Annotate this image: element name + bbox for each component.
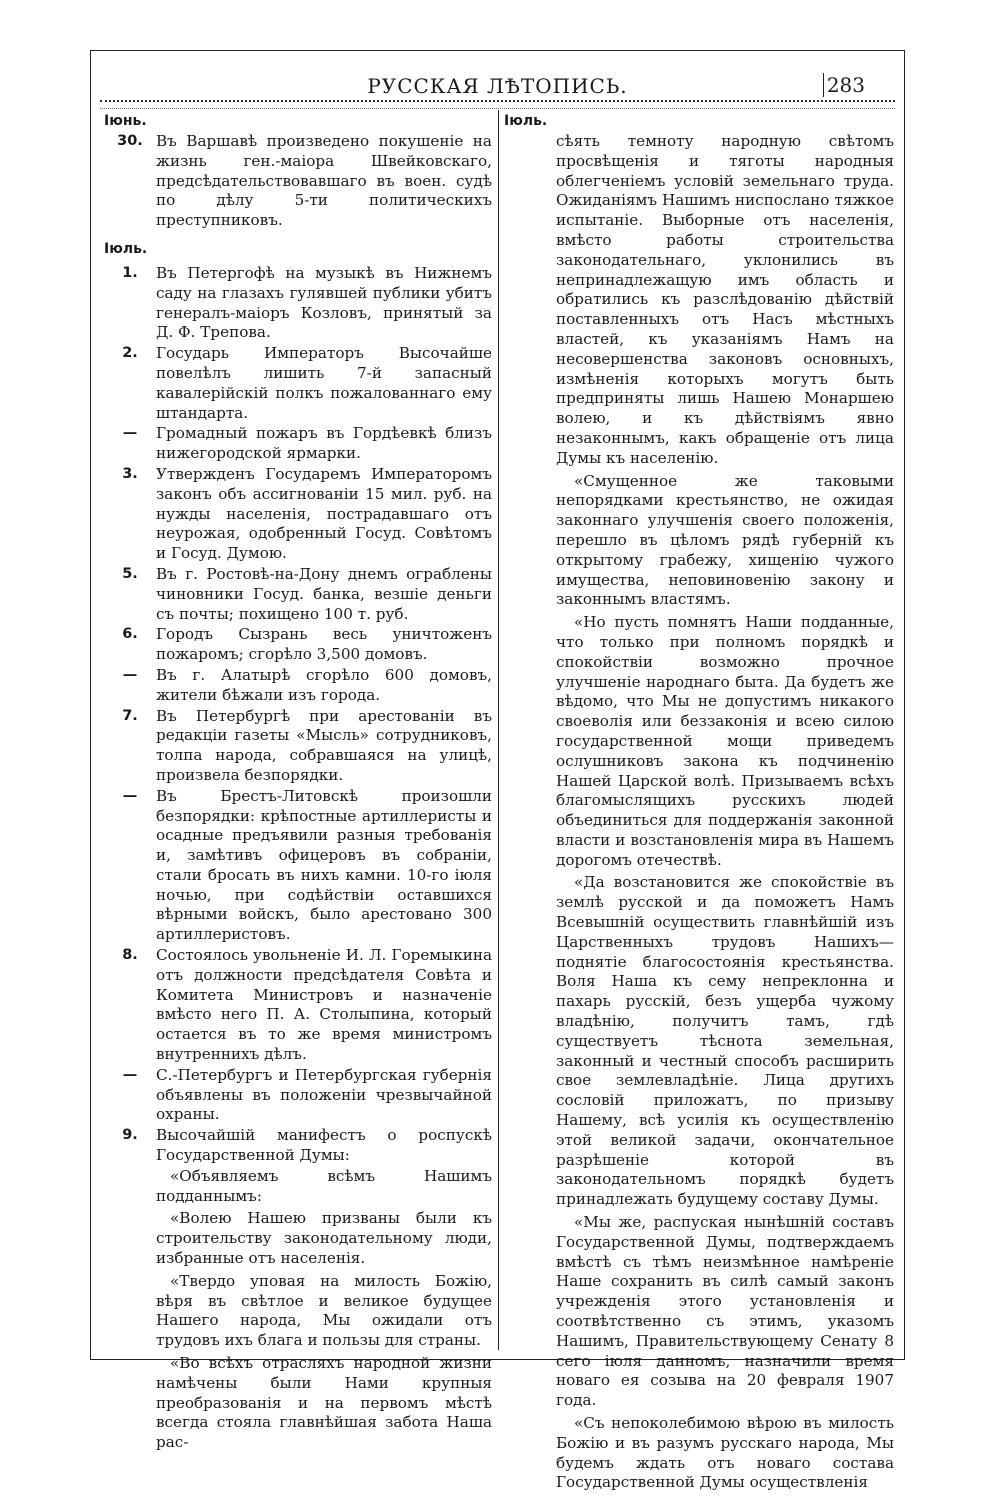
entry-day: — [122, 1066, 138, 1083]
chronicle-entry [104, 565, 492, 624]
chronicle-entry [104, 424, 492, 464]
manifesto-paragraph: «Но пусть помнятъ Наши подданные, что только при полномъ порядкѣ и спокойствіи возможно прочное улучшеніе народнаго быта. Да будетъ же вѣдомо, что Мы не допустимъ никакого своеволія или беззаконія и всею силою государственной мощи приведемъ ослушниковъ закона къ подчиненію Нашей Царской волѣ. Призываемъ всѣхъ благомыслящихъ русскихъ людей объединиться для поддержанія законной власти и возстановленія мира въ Нашемъ дорогомъ отечествѣ. [556, 613, 894, 869]
entry-text: С.-Петербургъ и Петербургская губернія объявлены въ положеніи чрезвычайной охраны. [156, 1065, 492, 1124]
entry-day: 30. [117, 133, 143, 149]
manifesto-text [156, 1167, 492, 1453]
entry-day: 9. [122, 1127, 138, 1144]
chronicle-entry [104, 787, 492, 945]
entry-day: 1. [122, 264, 138, 281]
manifesto-paragraph: «Твердо уповая на милость Божію, вѣря въ свѣтлое и великое будущее Нашего народа, Мы ожидали отъ трудовъ ихъ блага и пользы для страны. [156, 1271, 492, 1350]
month-label-june: Іюнь. [104, 113, 147, 129]
entry-day: 5. [122, 565, 138, 582]
continuation-paragraph: сѣять темноту народную свѣтомъ просвѣщенія и тяготы народныя облегченіемъ условій земельнаго труда. Ожиданіямъ Нашимъ ниспослано тяжкое испытаніе. Выборные отъ населенія, вмѣсто работы строительства законодательнаго, уклонились въ непринадлежащую имъ область и обратились къ разслѣдованію дѣйствій поставленныхъ отъ Насъ мѣстныхъ властей, къ указаніямъ Намъ на несовершенства законовъ основныхъ, измѣненія которыхъ могутъ быть предприняты лишь Нашею Монаршею волею, и къ дѣйствіямъ явно незаконнымъ, какъ обращеніе отъ лица Думы къ населенію. [556, 132, 894, 467]
entry-day: 8. [122, 947, 138, 964]
entry-text: Въ Брестъ-Литовскѣ произошли безпорядки: крѣпостные артиллеристы и осадные предъявили разныя требованія и, замѣтивъ офицеровъ въ собраніи, стали бросать въ нихъ камни. 10-го іюля ночью, при содѣйствіи оставшихся вѣрными войскъ, было арестовано 300 артиллеристовъ. [156, 786, 492, 944]
entry-text: Въ Петербургѣ при арестованіи въ редакціи газеты «Мысль» сотрудниковъ, толпа народа, собравшаяся на улицѣ, произвела безпорядки. [156, 706, 492, 784]
entry-day: 2. [122, 345, 138, 362]
entry-text: Городъ Сызрань весь уничтоженъ пожаромъ; сгорѣло 3,500 домовъ. [156, 625, 492, 664]
entry-day: 3. [122, 465, 138, 482]
manifesto-paragraph: «Мы же, распуская нынѣшній составъ Государственной Думы, подтверждаемъ вмѣстѣ съ тѣмъ неизмѣнное намѣреніе Наше сохранить въ силѣ самый законъ учрежденія этого установленія и соотвѣтственно съ этимъ, указомъ Нашимъ, Правительствующему Сенату 8 сего іюля данномъ, назначили время новаго ея созыва на 20 февраля 1907 года. [556, 1213, 894, 1410]
manifesto-paragraph: «Объявляемъ всѣмъ Нашимъ подданнымъ: [156, 1166, 492, 1205]
column-divider [498, 110, 499, 1350]
entry-day: 7. [122, 707, 138, 724]
chronicle-entry [104, 946, 492, 1065]
page-header [90, 68, 905, 102]
right-column [504, 112, 894, 1496]
july-entries [104, 264, 492, 1166]
entry-text: Въ г. Алатырѣ сгорѣло 600 домовъ, жители бѣжали изъ города. [156, 665, 492, 704]
entry-text: Государь Императоръ Высочайше повелѣлъ лишить 7-й запасный кавалерійскій полкъ пожалованнаго ему штандарта. [156, 344, 492, 422]
entry-day: — [122, 787, 138, 804]
entry-text: Въ Петергофѣ на музыкѣ въ Нижнемъ саду на глазахъ гулявшей публики убитъ генералъ-маіоръ Козловъ, принятый за Д. Ф. Трепова. [156, 263, 492, 342]
chronicle-entry [104, 625, 492, 665]
chronicle-entry [104, 1066, 492, 1125]
month-label-july: Іюль. [104, 240, 148, 257]
chronicle-entry [104, 264, 492, 343]
manifesto-paragraph: «Съ непоколебимою вѣрою въ милость Божію и въ разумъ русскаго народа, Мы будемъ ждать отъ новаго состава Государственной Думы осуществленія [556, 1414, 894, 1492]
page-number: 283 [823, 73, 865, 97]
manifesto-paragraph: «Да возстановится же спокойствіе въ землѣ русской и да поможетъ Намъ Всевышній осуществить главнѣйшій изъ Царственныхъ трудовъ Нашихъ— поднятіе благосостоянія крестьянства. Воля Наша къ сему непреклонна и пахарь русскій, безъ ущерба чужому владѣнію, получитъ тамъ, гдѣ существуетъ тѣснота земельная, законный и честный способъ расширить свое землевладѣніе. Лица другихъ сословій приложатъ, по призыву Нашему, всѣ усилія къ осуществленію этой великой задачи, окончательное разрѣшеніе которой въ законодательномъ порядкѣ будетъ принадлежать будущему составу Думы. [556, 873, 894, 1209]
entry-day: — [122, 666, 138, 683]
month-label-july-right: Іюль. [504, 113, 548, 129]
june-entries [104, 132, 492, 231]
header-rule [100, 100, 895, 109]
manifesto-paragraphs [504, 472, 894, 1494]
entry-text: Громадный пожаръ въ Гордѣевкѣ близъ нижегородской ярмарки. [156, 424, 492, 463]
entry-text: Утвержденъ Государемъ Императоромъ законъ объ ассигнованіи 15 мил. руб. на нужды населенія, пострадавшаго отъ неурожая, одобренный Госуд. Совѣтомъ и Госуд. Думою. [156, 464, 492, 563]
chronicle-entry [104, 1126, 492, 1166]
entry-text: Въ г. Ростовѣ-на-Дону днемъ ограблены чиновники Госуд. банка, везшіе деньги съ почты; похищено 100 т. руб. [156, 564, 492, 623]
running-title: РУССКАЯ ЛѢТОПИСЬ. [367, 74, 628, 98]
entry-day: — [122, 425, 138, 442]
manifesto-paragraph: «Волею Нашею призваны были къ строительству законодательному люди, избранные отъ населенія. [156, 1209, 492, 1268]
chronicle-entry [104, 465, 492, 564]
chronicle-entry [104, 344, 492, 423]
entry-text: Въ Варшавѣ произведено покушеніе на жизнь ген.-маіора Швейковскаго, предсѣдательствовавшаго въ воен. судѣ по дѣлу 5-ти политическихъ преступниковъ. [156, 132, 492, 230]
entry-day: 6. [122, 626, 138, 643]
manifesto-paragraph: «Во всѣхъ отрасляхъ народной жизни намѣчены были Нами крупныя преобразованія и на первомъ мѣстѣ всегда стояла главнѣйшая забота Наша рас- [156, 1354, 492, 1452]
entry-text: Состоялось увольненіе И. Л. Горемыкина отъ должности предсѣдателя Совѣта и Комитета Министровъ и назначеніе вмѣсто него П. А. Столыпина, который остается въ то же время министромъ внутреннихъ дѣлъ. [156, 946, 492, 1064]
chronicle-entry [104, 707, 492, 786]
left-column [104, 112, 492, 1456]
entry-text: Высочайшій манифестъ о роспускѣ Государственной Думы: [156, 1126, 492, 1165]
manifesto-paragraph: «Смущенное же таковыми непорядками крестьянство, не ожидая законнаго улучшенія своего положенія, перешло въ цѣломъ рядѣ губерній къ открытому грабежу, хищенію чужого имущества, неповиновенію закону и законнымъ властямъ. [556, 471, 894, 609]
chronicle-entry [104, 132, 492, 231]
chronicle-entry [104, 666, 492, 706]
